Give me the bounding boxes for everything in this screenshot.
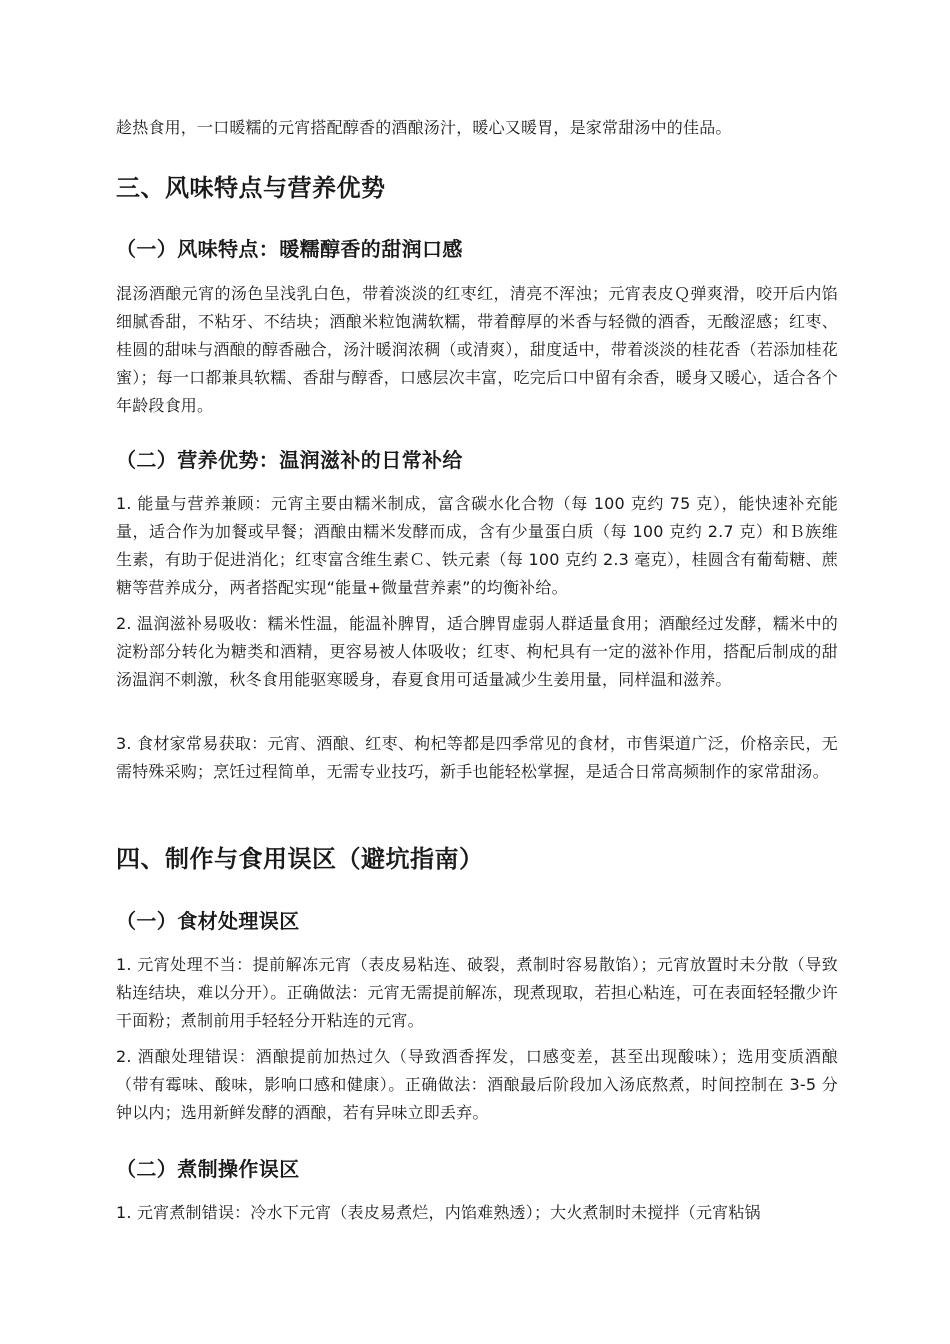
section4-sub1-item-1: 1. 元宵处理不当：提前解冻元宵（表皮易粘连、破裂，煮制时容易散馅）；元宵放置时未分散（导致粘连结块，难以分开）。正确做法：元宵无需提前解冻，现煮现取，若担心粘连，可在表面轻轻撒少许干面粉；煮制前用手轻轻分开粘连的元宵。: [116, 955, 838, 1030]
intro-tail-paragraph: 趁热食用，一口暖糯的元宵搭配醇香的酒酿汤汁，暖心又暖胃，是家常甜汤中的佳品。: [116, 118, 732, 137]
section3-sub2-heading: （二）营养优势：温润滋补的日常补给: [116, 448, 463, 472]
section4-sub1-item-2: 2. 酒酿处理错误：酒酿提前加热过久（导致酒香挥发，口感变差，甚至出现酸味）；选用变质酒酿（带有霉味、酸味，影响口感和健康）。正确做法：酒酿最后阶段加入汤底熬煮，时间控制在 3-5 分钟以内；选用新鲜发酵的酒酿，若有异味立即丢弃。: [116, 1047, 838, 1122]
section3-sub2-item-2: 2. 温润滋补易吸收：糯米性温，能温补脾胃，适合脾胃虚弱人群适量食用；酒酿经过发酵，糯米中的淀粉部分转化为糖类和酒精，更容易被人体吸收；红枣、枸杞具有一定的滋补作用，搭配后制成的甜汤温润不刺激，秋冬食用能驱寒暖身，春夏食用可适量减少生姜用量，同样温和滋养。: [116, 614, 838, 689]
section4-sub2-item-1: 1. 元宵煮制错误：冷水下元宵（表皮易煮烂，内馅难熟透）；大火煮制时未搅拌（元宵粘锅: [116, 1203, 761, 1222]
section3-sub2-item-3: 3. 食材家常易获取：元宵、酒酿、红枣、枸杞等都是四季常见的食材，市售渠道广泛，价格亲民，无需特殊采购；烹饪过程简单，无需专业技巧，新手也能轻松掌握，是适合日常高频制作的家常甜汤。: [116, 734, 838, 781]
section3-sub1-body: 混汤酒酿元宵的汤色呈浅乳白色，带着淡淡的红枣红，清亮不浑浊；元宵表皮Ｑ弹爽滑，咬开后内馅细腻香甜，不粘牙、不结块；酒酿米粒饱满软糯，带着醇厚的米香与轻微的酒香，无酸涩感；红枣、桂圆的甜味与酒酿的醇香融合，汤汁暖润浓稠（或清爽），甜度适中，带着淡淡的桂花香（若添加桂花蜜）；每一口都兼具软糯、香甜与醇香，口感层次丰富，吃完后口中留有余香，暖身又暖心，适合各个年龄段食用。: [116, 284, 838, 415]
section3-heading: 三、风味特点与营养优势: [116, 174, 386, 202]
section4-sub1-heading: （一）食材处理误区: [116, 909, 300, 933]
section4-heading: 四、制作与食用误区（避坑指南）: [116, 845, 484, 873]
section4-sub2-heading: （二）煮制操作误区: [116, 1157, 300, 1181]
section3-sub1-heading: （一）风味特点：暖糯醇香的甜润口感: [116, 237, 463, 261]
section3-sub2-item-1: 1. 能量与营养兼顾：元宵主要由糯米制成，富含碳水化合物（每 100 克约 75 克），能快速补充能量，适合作为加餐或早餐；酒酿由糯米发酵而成，含有少量蛋白质（每 100 克约 2.7 克）和Ｂ族维生素，有助于促进消化；红枣富含维生素Ｃ、铁元素（每 100 克约 2.3 毫克），桂圆含有葡萄糖、蔗糖等营养成分，两者搭配实现“能量+微量营养素”的均衡补给。: [116, 494, 838, 597]
